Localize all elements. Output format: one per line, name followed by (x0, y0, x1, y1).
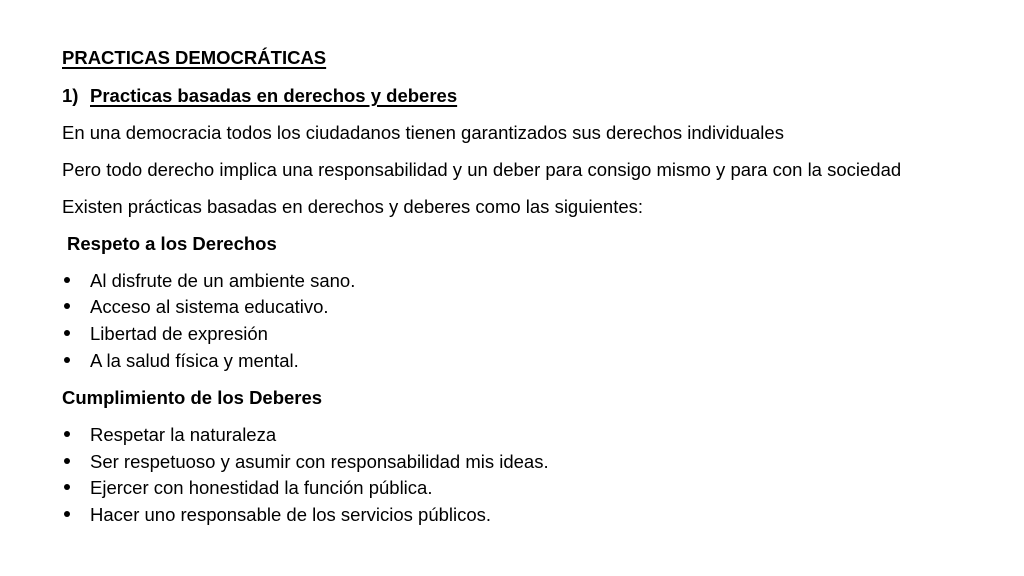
rights-heading: Respeto a los Derechos (67, 233, 277, 254)
paragraph-1: En una democracia todos los ciudadanos tienen garantizados sus derechos individuales (62, 122, 784, 143)
bullet-icon (62, 350, 90, 372)
bullet-icon (62, 270, 90, 292)
duties-heading: Cumplimiento de los Deberes (62, 387, 323, 408)
bullet-icon (62, 477, 90, 499)
rights-list-item: Al disfrute de un ambiente sano. (62, 270, 355, 292)
bullet-icon (62, 323, 90, 345)
bullet-icon (62, 424, 90, 446)
bullet-icon (62, 504, 90, 526)
duties-list-item: Hacer uno responsable de los servicios públicos. (62, 504, 491, 526)
duties-list-item: Ejercer con honestidad la función pública. (62, 477, 432, 499)
section-1-title: Practicas basadas en derechos y deberes (90, 85, 458, 106)
rights-list-item: Libertad de expresión (62, 323, 268, 345)
rights-list-item: Acceso al sistema educativo. (62, 296, 329, 318)
bullet-icon (62, 451, 90, 473)
section-1-heading (62, 85, 457, 107)
rights-list-item: A la salud física y mental. (62, 350, 299, 372)
paragraph-3: Existen prácticas basadas en derechos y deberes como las siguientes: (62, 196, 644, 217)
document-title: PRACTICAS DEMOCRÁTICAS (62, 47, 327, 68)
paragraph-2: Pero todo derecho implica una responsabilidad y un deber para consigo mismo y para con la sociedad (62, 159, 902, 180)
duties-list-item: Ser respetuoso y asumir con responsabilidad mis ideas. (62, 451, 549, 473)
section-1-number: 1) (62, 85, 79, 106)
duties-list-item: Respetar la naturaleza (62, 424, 276, 446)
bullet-icon (62, 296, 90, 318)
